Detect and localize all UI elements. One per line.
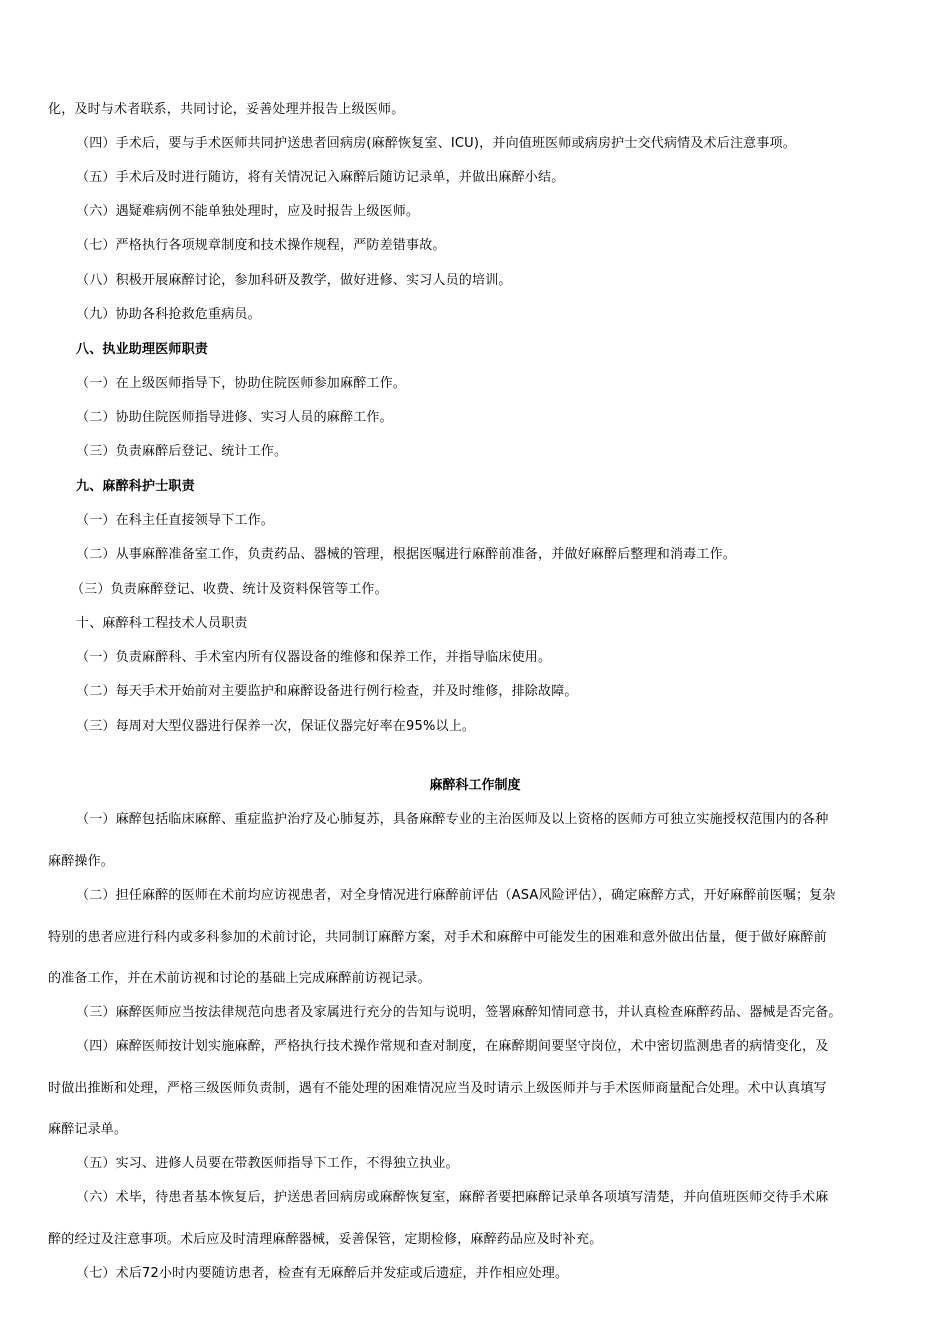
rule-line: 特别的患者应进行科内或多科参加的术前讨论，共同制订麻醉方案，对手术和麻醉中可能发生的困难和意外做出估量，便于做好麻醉前 — [48, 930, 827, 945]
duty-item: （一）在科主任直接领导下工作。 — [76, 513, 275, 528]
duty-item: （七）严格执行各项规章制度和技术操作规程，严防差错事故。 — [76, 238, 446, 253]
section-heading: 十、麻醉科工程技术人员职责 — [76, 616, 248, 631]
duty-item: （三）负责麻醉登记、收费、统计及资料保管等工作。 — [71, 582, 388, 597]
section-heading: 九、麻醉科护士职责 — [76, 479, 195, 494]
rule-line: （二）担任麻醉的医师在术前均应访视患者，对全身情况进行麻醉前评估（ASA风险评估），确定麻醉方式，开好麻醉前医嘱；复杂 — [76, 888, 836, 903]
rule-line: 醉的经过及注意事项。术后应及时清理麻醉器械，妥善保管，定期检修，麻醉药品应及时补充。 — [48, 1232, 603, 1247]
duty-item: （二）每天手术开始前对主要监护和麻醉设备进行例行检查，并及时维修，排除故障。 — [76, 684, 578, 699]
duty-item: （八）积极开展麻醉讨论，参加科研及教学，做好进修、实习人员的培训。 — [76, 273, 512, 288]
rule-line: （六）术毕，待患者基本恢复后，护送患者回病房或麻醉恢复室，麻醉者要把麻醉记录单各项填写清楚，并向值班医师交待手术麻 — [76, 1190, 829, 1205]
rule-line: （七）术后72小时内要随访患者，检查有无麻醉后并发症或后遗症，并作相应处理。 — [76, 1266, 569, 1281]
duty-item: （五）手术后及时进行随访，将有关情况记入麻醉后随访记录单，并做出麻醉小结。 — [76, 170, 565, 185]
rules-title: 麻醉科工作制度 — [429, 778, 521, 793]
rule-line: （三）麻醉医师应当按法律规范向患者及家属进行充分的告知与说明，签署麻醉知情同意书，并认真检查麻醉药品、器械是否完备。 — [76, 1005, 842, 1020]
duty-item: （一）在上级医师指导下，协助住院医师参加麻醉工作。 — [76, 376, 407, 391]
rule-line: 的准备工作，并在术前访视和讨论的基础上完成麻醉前访视记录。 — [48, 971, 431, 986]
duty-item: （三）每周对大型仪器进行保养一次，保证仪器完好率在95%以上。 — [76, 719, 476, 734]
duty-item: （二）协助住院医师指导进修、实习人员的麻醉工作。 — [76, 410, 393, 425]
continuation-line: 化，及时与术者联系，共同讨论，妥善处理并报告上级医师。 — [48, 102, 405, 117]
rule-line: 时做出推断和处理，严格三级医师负责制，遇有不能处理的困难情况应当及时请示上级医师并与手术医师商量配合处理。术中认真填写 — [48, 1081, 827, 1096]
duty-item: （九）协助各科抢救危重病员。 — [76, 307, 261, 322]
duty-item: （二）从事麻醉准备室工作，负责药品、器械的管理，根据医嘱进行麻醉前准备，并做好麻醉后整理和消毒工作。 — [76, 547, 737, 562]
duty-item: （四）手术后，要与手术医师共同护送患者回病房(麻醉恢复室、ICU)，并向值班医师或病房护士交代病情及术后注意事项。 — [76, 136, 796, 151]
rule-line: （五）实习、进修人员要在带教医师指导下工作，不得独立执业。 — [76, 1156, 459, 1171]
rule-line: 麻醉操作。 — [48, 854, 115, 869]
rule-line: （四）麻醉医师按计划实施麻醉，严格执行技术操作常规和查对制度，在麻醉期间要坚守岗位，术中密切监测患者的病情变化，及 — [76, 1039, 829, 1054]
duty-item: （一）负责麻醉科、手术室内所有仪器设备的维修和保养工作，并指导临床使用。 — [76, 650, 552, 665]
rule-line: （一）麻醉包括临床麻醉、重症监护治疗及心肺复苏，具备麻醉专业的主治医师及以上资格的医师方可独立实施授权范围内的各种 — [76, 812, 829, 827]
duty-item: （六）遇疑难病例不能单独处理时，应及时报告上级医师。 — [76, 204, 420, 219]
section-heading: 八、执业助理医师职责 — [76, 342, 209, 357]
rule-line: 麻醉记录单。 — [48, 1122, 128, 1137]
duty-item: （三）负责麻醉后登记、统计工作。 — [76, 444, 288, 459]
